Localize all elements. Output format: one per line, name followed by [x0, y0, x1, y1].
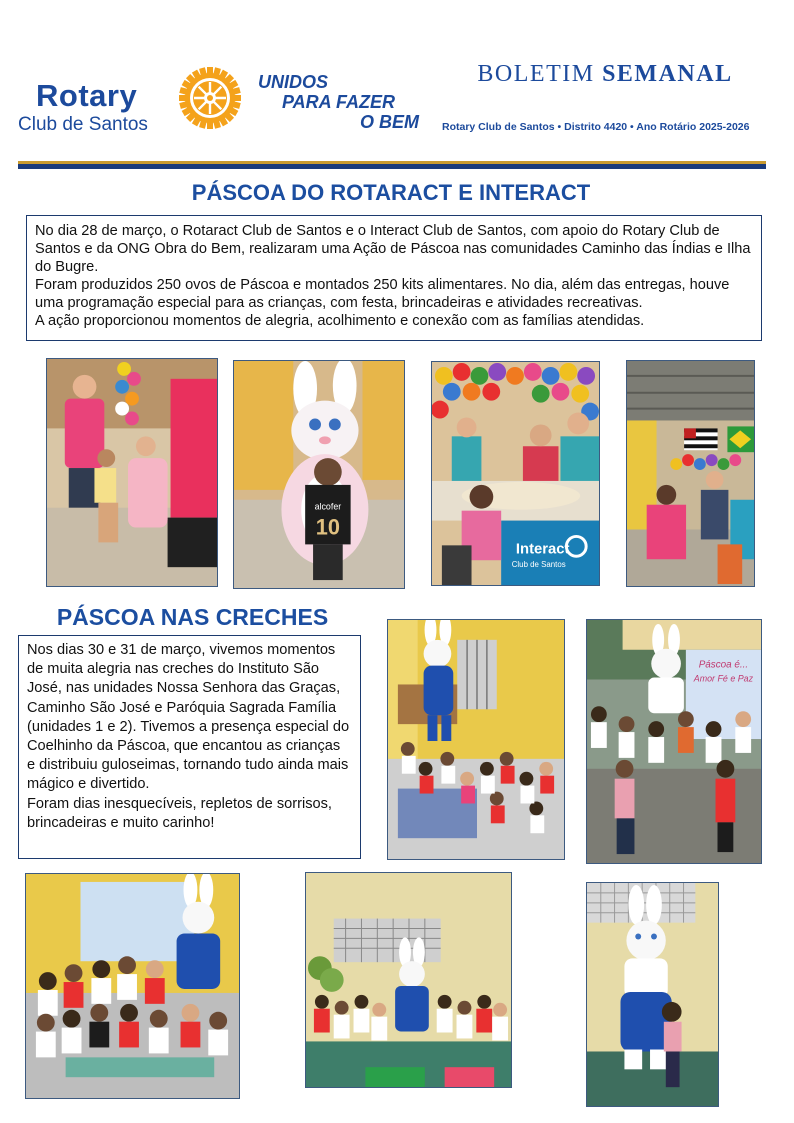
bulletin-title-part2: SEMANAL: [602, 61, 733, 87]
section1-paragraph-2: Foram produzidos 250 ovos de Páscoa e montados 250 kits alimentares. No dia, além das entregas, houve uma programação especial para as crianças, com festa, brincadeiras e atividades recreativas.: [35, 277, 730, 311]
slogan: [258, 72, 436, 132]
photo-interact-booth: [431, 361, 600, 586]
photo-sign-line-1: Páscoa é...: [698, 659, 749, 671]
section1-paragraph-1: No dia 28 de março, o Rotaract Club de Santos e o Interact Club de Santos, com apoio do Rotary Club de Santos e da ONG Obra do Bem, realizaram uma Ação de Páscoa nas comunidades Caminho das Índias e Ilha do Bugre.: [35, 223, 751, 275]
section1-textbox: [26, 215, 762, 341]
header-divider-navy: [18, 164, 766, 169]
photo-outdoor-group-bunny: [305, 872, 512, 1088]
photo-banner-subtext: Club de Santos: [511, 560, 566, 570]
bulletin-title-part1: BOLETIM: [477, 61, 595, 87]
section1-paragraph-3: A ação proporcionou momentos de alegria, acolhimento e conexão com as famílias atendidas.: [35, 313, 645, 329]
photo-shirt-text: alcofer: [314, 501, 342, 512]
photo-daycare-bunny-room: [387, 619, 565, 860]
rotary-wheel-icon: [170, 66, 250, 130]
logo-club-text: Club de Santos: [18, 114, 148, 135]
logo-rotary-text: Rotary: [36, 78, 138, 113]
section2-paragraph-1: Nos dias 30 e 31 de março, vivemos momentos de muita alegria nas creches do Instituto São José, nas unidades Nossa Senhora das Graças, Caminho São José e Paróquia Sagrada Família (unidades 1 e 2). Tivemos a presença especial do Coelhinho da Páscoa, que encantou as crianças e distribuiu guloseimas, tornando tudo ainda mais mágico e divertido.: [27, 642, 350, 793]
section2-paragraph-2: Foram dias inesquecíveis, repletos de sorrisos, brincadeiras e muito carinho!: [27, 795, 332, 831]
section2-textbox: [18, 635, 361, 859]
bulletin-title: [440, 61, 770, 88]
photo-bunny-small-child: [586, 882, 719, 1107]
slogan-line-3: O BEM: [360, 112, 420, 132]
section2-title: PÁSCOA NAS CRECHES: [56, 604, 329, 630]
photo-banner-text: Interact: [515, 541, 570, 558]
slogan-line-1: UNIDOS: [258, 72, 329, 92]
svg-text:10: 10: [315, 514, 340, 540]
photo-rotaract-volunteers: [46, 358, 218, 587]
photo-sign-line-2: Amor Fé e Paz: [693, 673, 754, 684]
slogan-line-2: PARA FAZER: [282, 92, 396, 112]
photo-hall-party: [626, 360, 755, 587]
photo-group-bunny-sign: [25, 873, 240, 1099]
bulletin-subline: Rotary Club de Santos • Distrito 4420 • Ano Rotário 2025-2026: [442, 121, 750, 133]
section1-title: PÁSCOA DO ROTARACT E INTERACT: [191, 180, 591, 205]
photo-daycare-sign: [586, 619, 762, 864]
photo-easter-bunny-child: [233, 360, 405, 589]
